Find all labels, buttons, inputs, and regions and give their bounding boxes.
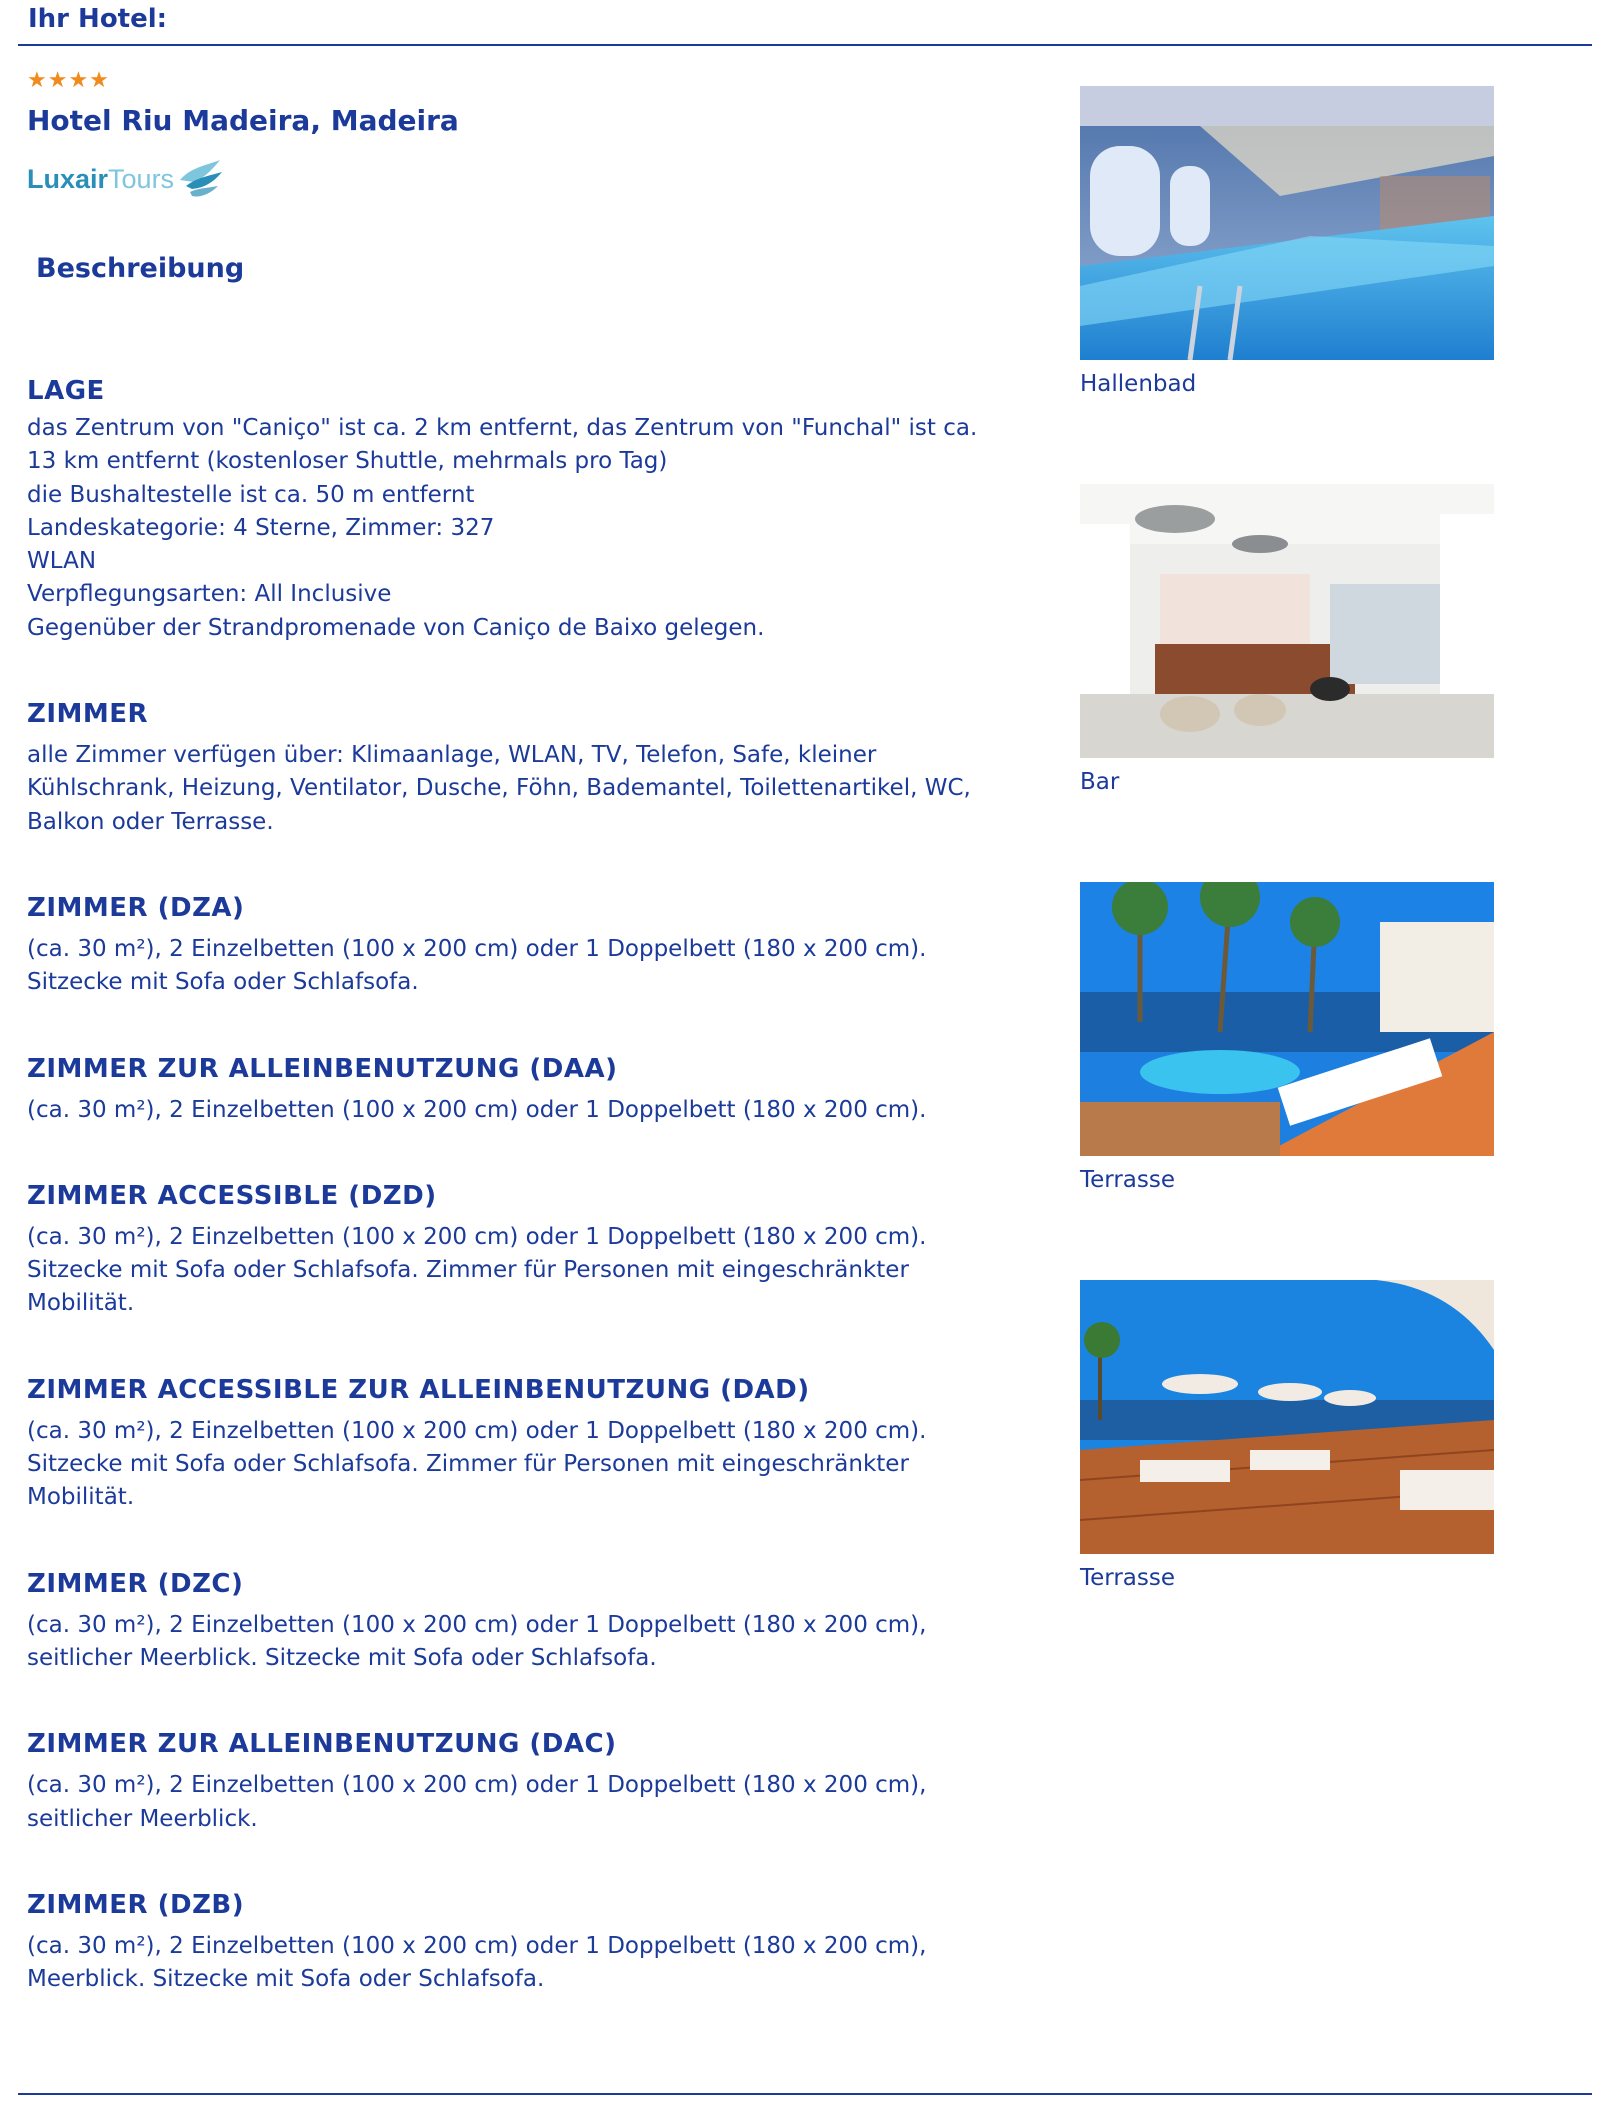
photo-caption: Terrasse	[1080, 1167, 1176, 1193]
section-title: ZIMMER ACCESSIBLE (DZD)	[27, 1180, 437, 1211]
section-title: ZIMMER (DZC)	[27, 1568, 244, 1599]
section-text: (ca. 30 m²), 2 Einzelbetten (100 x 200 cm) oder 1 Doppelbett (180 x 200 cm).	[27, 1096, 927, 1123]
photo-caption: Hallenbad	[1080, 371, 1197, 397]
terrace-deck-photo	[1080, 1280, 1494, 1554]
star-rating: ★★★★	[27, 68, 110, 93]
bar-photo	[1080, 484, 1494, 758]
photo-caption: Terrasse	[1080, 1565, 1176, 1591]
photo-block	[1080, 882, 1496, 1280]
section-zimmer-daa	[27, 1052, 1037, 1127]
indoor-pool-photo	[1080, 86, 1494, 360]
section-zimmer	[27, 697, 1037, 839]
photo-block	[1080, 86, 1496, 484]
section-text: das Zentrum von "Caniço" ist ca. 2 km entfernt, das Zentrum von "Funchal" ist ca. 13 km entfernt (kostenloser Shuttle, mehrmals pro Tag) die Bushaltestelle ist ca. 50 m entfernt Landeskategorie: 4 Sterne, Zimmer: 327 WLAN Verpflegungsarten: All Inclusive Gegenüber der Strandpromenade von Caniço de Baixo gelegen.	[27, 415, 978, 641]
photo-block	[1080, 484, 1496, 882]
footer-divider	[18, 2093, 1592, 2095]
section-zimmer-dad	[27, 1373, 1037, 1515]
section-zimmer-dza	[27, 891, 1037, 1000]
section-lage	[27, 374, 1037, 645]
section-text: (ca. 30 m²), 2 Einzelbetten (100 x 200 cm) oder 1 Doppelbett (180 x 200 cm), seitlicher Meerblick. Sitzecke mit Sofa oder Schlafsofa.	[27, 1611, 927, 1671]
section-title: ZIMMER ZUR ALLEINBENUTZUNG (DAA)	[27, 1053, 618, 1084]
terrace-pool-photo	[1080, 882, 1494, 1156]
section-text: (ca. 30 m²), 2 Einzelbetten (100 x 200 cm) oder 1 Doppelbett (180 x 200 cm), seitlicher Meerblick.	[27, 1772, 927, 1832]
section-title: ZIMMER (DZA)	[27, 892, 245, 923]
section-text: alle Zimmer verfügen über: Klimaanlage, WLAN, TV, Telefon, Safe, kleiner Kühlschrank, Heizung, Ventilator, Dusche, Föhn, Bademantel, Toilettenartikel, WC, Balkon oder Terrasse.	[27, 742, 971, 835]
bird-logo-icon	[176, 156, 226, 202]
hotel-name: Hotel Riu Madeira, Madeira	[27, 104, 459, 137]
section-title: LAGE	[27, 376, 105, 406]
section-title: ZIMMER ZUR ALLEINBENUTZUNG (DAC)	[27, 1729, 617, 1760]
page-header	[18, 0, 1592, 46]
section-text: (ca. 30 m²), 2 Einzelbetten (100 x 200 cm) oder 1 Doppelbett (180 x 200 cm). Sitzecke mit Sofa oder Schlafsofa.	[27, 935, 927, 996]
section-title: ZIMMER	[27, 699, 149, 730]
header-title: Ihr Hotel:	[28, 4, 168, 34]
luxair-tours-logo: LuxairTours	[27, 152, 1037, 206]
section-zimmer-dzc	[27, 1567, 1037, 1676]
photo-block	[1080, 1280, 1496, 1678]
section-zimmer-dzd	[27, 1179, 1037, 1321]
section-zimmer-dzb	[27, 1888, 1037, 1997]
hotel-details	[27, 70, 1037, 1996]
section-title: ZIMMER ACCESSIBLE ZUR ALLEINBENUTZUNG (DAD)	[27, 1374, 810, 1405]
photo-column	[1080, 86, 1496, 1678]
photo-caption: Bar	[1080, 769, 1120, 795]
section-text: (ca. 30 m²), 2 Einzelbetten (100 x 200 cm) oder 1 Doppelbett (180 x 200 cm). Sitzecke mit Sofa oder Schlafsofa. Zimmer für Personen mit eingeschränkter Mobilität.	[27, 1223, 927, 1317]
section-zimmer-dac	[27, 1727, 1037, 1836]
description-title: Beschreibung	[36, 253, 245, 284]
section-text: (ca. 30 m²), 2 Einzelbetten (100 x 200 cm) oder 1 Doppelbett (180 x 200 cm), Meerblick. Sitzecke mit Sofa oder Schlafsofa.	[27, 1932, 927, 1993]
section-title: ZIMMER (DZB)	[27, 1889, 245, 1920]
section-text: (ca. 30 m²), 2 Einzelbetten (100 x 200 cm) oder 1 Doppelbett (180 x 200 cm). Sitzecke mit Sofa oder Schlafsofa. Zimmer für Personen mit eingeschränkter Mobilität.	[27, 1417, 927, 1511]
